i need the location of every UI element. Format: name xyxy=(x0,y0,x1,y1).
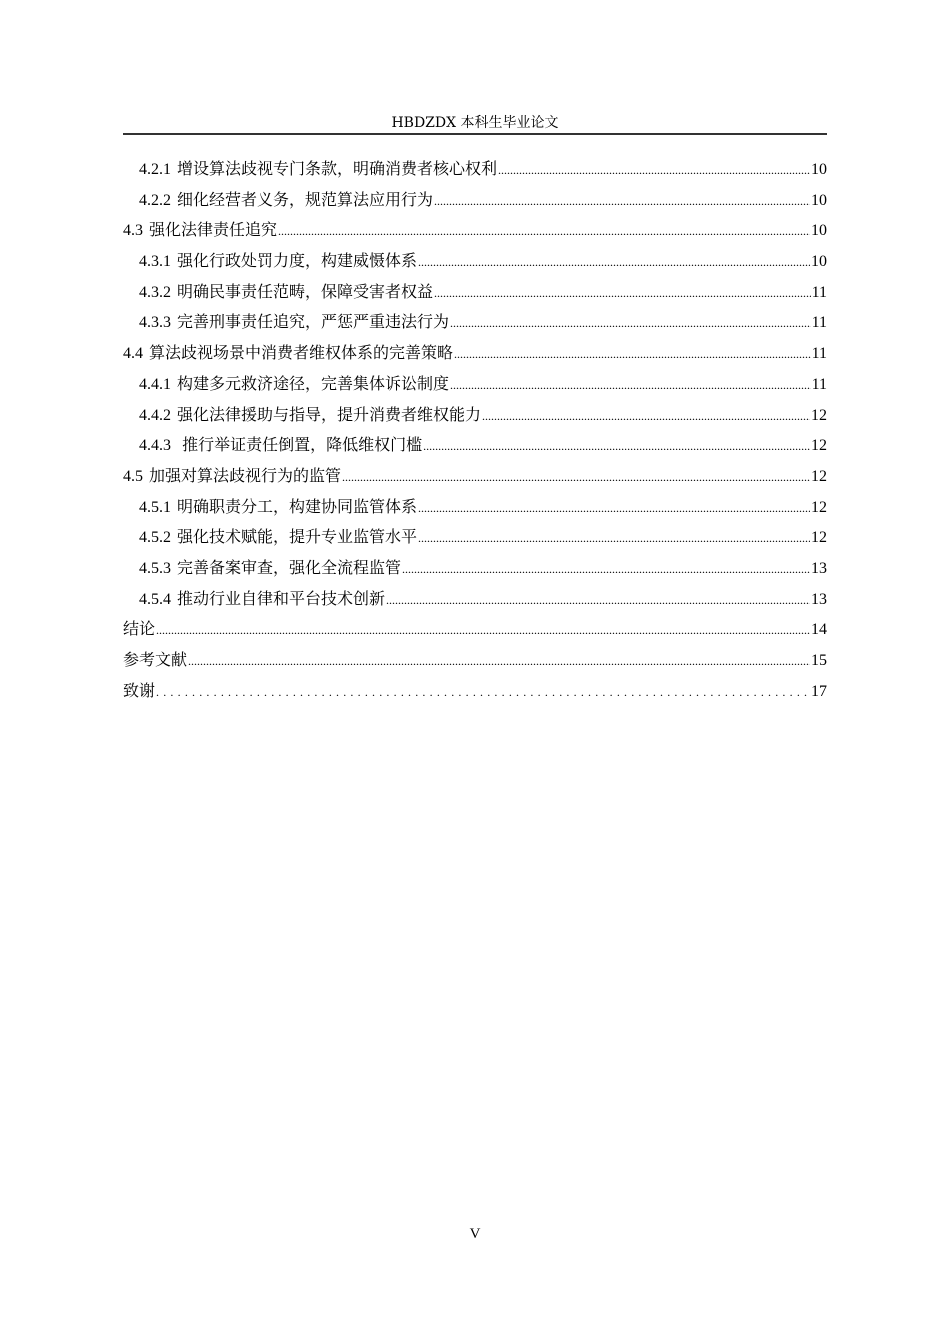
toc-entry-number: 4.3.1 xyxy=(139,253,171,271)
toc-entry-title: 结论 xyxy=(123,619,156,639)
toc-entry-title: 推行举证责任倒置，降低维权门槛 xyxy=(177,435,423,455)
toc-entry-label xyxy=(123,215,277,246)
toc-entry-number: 4.3.3 xyxy=(139,314,171,332)
toc-entry-page: 10 xyxy=(811,161,827,178)
toc-entry-page: 10 xyxy=(811,222,827,240)
toc-entry-title: 明确职责分工，构建协同监管体系 xyxy=(177,496,418,516)
toc-leader-dots xyxy=(402,554,810,584)
toc-leader-dots xyxy=(423,431,810,461)
toc-entry-title: 推动行业自律和平台技术创新 xyxy=(177,588,386,608)
toc-entry-label xyxy=(139,185,433,216)
toc-entry-page: 15 xyxy=(811,652,827,669)
toc-entry-number: 4.4.2 xyxy=(139,406,171,424)
toc-entry-label xyxy=(139,154,497,185)
toc-entry[interactable] xyxy=(123,676,827,707)
toc-entry-label xyxy=(139,307,449,338)
toc-entry[interactable] xyxy=(123,461,827,492)
toc-entry-label xyxy=(139,584,385,615)
toc-entry[interactable] xyxy=(123,584,827,615)
toc-entry-page: 11 xyxy=(811,314,827,332)
toc-entry-number: 4.5.1 xyxy=(139,498,171,516)
toc-entry-page: 12 xyxy=(811,467,827,485)
toc-leader-dots xyxy=(498,155,810,185)
toc-entry[interactable] xyxy=(123,492,827,523)
toc-leader-dots xyxy=(418,493,810,523)
toc-leader-dots xyxy=(434,186,810,216)
toc-leader-dots xyxy=(418,247,810,277)
toc-leader-dots xyxy=(454,339,811,369)
toc-entry-page: 11 xyxy=(811,283,827,301)
toc-leader-dots xyxy=(482,401,810,431)
toc-leader-dots xyxy=(278,216,810,246)
toc-entry-number: 4.5.4 xyxy=(139,590,171,608)
toc-entry-number: 4.5.2 xyxy=(139,529,171,547)
toc-entry-page: 12 xyxy=(811,437,827,455)
toc-entry-title: 加强对算法歧视行为的监管 xyxy=(149,465,342,485)
toc-entry-title: 构建多元救济途径，完善集体诉讼制度 xyxy=(177,373,450,393)
toc-entry-number: 4.4 xyxy=(123,345,143,363)
toc-entry[interactable] xyxy=(123,522,827,553)
toc-entry-label xyxy=(123,645,187,675)
page-number: V xyxy=(469,1226,481,1242)
toc-entry-page: 10 xyxy=(811,191,827,209)
toc-entry-title: 完善备案审查，强化全流程监管 xyxy=(177,557,402,577)
toc-entry-title: 算法歧视场景中消费者维权体系的完善策略 xyxy=(149,343,454,363)
toc-leader-dots xyxy=(156,677,810,707)
toc-leader-dots xyxy=(418,523,810,553)
toc-entry-page: 12 xyxy=(811,498,827,516)
toc-entry-title: 细化经营者义务，规范算法应用行为 xyxy=(177,189,434,209)
toc-entry-title: 致谢 xyxy=(123,680,156,700)
toc-entry-title: 增设算法歧视专门条款，明确消费者核心权利 xyxy=(177,159,498,178)
toc-entry[interactable] xyxy=(123,614,827,645)
running-header: HBDZDX 本科生毕业论文 xyxy=(391,115,559,131)
toc-entry[interactable] xyxy=(123,430,827,461)
toc-entry-title: 强化技术赋能，提升专业监管水平 xyxy=(177,527,418,547)
toc-entry-number: 4.2.2 xyxy=(139,191,171,209)
header-rule xyxy=(123,133,827,135)
toc-leader-dots xyxy=(188,646,810,676)
toc-entry-number: 4.3.2 xyxy=(139,283,171,301)
toc-entry-page: 11 xyxy=(811,345,827,363)
toc-entry-number: 4.5 xyxy=(123,467,143,485)
toc-entry-label xyxy=(139,492,417,523)
toc-entry[interactable] xyxy=(123,338,827,369)
toc-entry-page: 14 xyxy=(811,621,827,639)
toc-entry-label xyxy=(139,522,417,553)
toc-entry[interactable] xyxy=(123,307,827,338)
toc-entry-number: 4.2.1 xyxy=(139,161,171,178)
toc-entry-page: 17 xyxy=(811,682,827,700)
toc-entry-label xyxy=(139,369,449,400)
toc-entry-label xyxy=(123,614,155,644)
toc-leader-dots xyxy=(434,278,811,308)
toc-entry-page: 10 xyxy=(811,253,827,271)
toc-leader-dots xyxy=(450,308,811,338)
toc-entry-number: 4.4.1 xyxy=(139,375,171,393)
toc-entry[interactable] xyxy=(123,215,827,246)
toc-entry[interactable] xyxy=(123,277,827,308)
toc-entry-page: 13 xyxy=(811,559,827,577)
toc-entry-title: 强化法律援助与指导，提升消费者维权能力 xyxy=(177,404,482,424)
toc-entry-title: 参考文献 xyxy=(123,650,188,669)
table-of-contents xyxy=(123,154,827,706)
toc-entry-title: 完善刑事责任追究，严惩严重违法行为 xyxy=(177,312,450,332)
toc-entry[interactable] xyxy=(123,553,827,584)
toc-entry-label xyxy=(139,430,422,461)
toc-entry-label xyxy=(139,246,417,277)
toc-entry[interactable] xyxy=(123,645,827,676)
toc-entry-page: 12 xyxy=(811,529,827,547)
toc-entry-label xyxy=(139,277,433,308)
toc-leader-dots xyxy=(156,615,810,645)
toc-entry-label xyxy=(123,338,453,369)
toc-entry-title: 强化行政处罚力度，构建威慑体系 xyxy=(177,251,418,271)
toc-entry-label xyxy=(123,461,341,492)
toc-entry[interactable] xyxy=(123,400,827,431)
toc-entry[interactable] xyxy=(123,369,827,400)
toc-entry[interactable] xyxy=(123,246,827,277)
toc-entry-label xyxy=(139,400,481,431)
toc-entry-title: 明确民事责任范畴，保障受害者权益 xyxy=(177,281,434,301)
toc-leader-dots xyxy=(386,585,810,615)
toc-entry-label xyxy=(139,553,401,584)
toc-entry-title: 强化法律责任追究 xyxy=(149,220,278,240)
toc-leader-dots xyxy=(342,462,810,492)
toc-leader-dots xyxy=(450,370,811,400)
toc-entry-number: 4.3 xyxy=(123,222,143,240)
toc-entry[interactable] xyxy=(123,154,827,185)
toc-entry-label xyxy=(123,676,155,706)
toc-entry-page: 11 xyxy=(811,375,827,393)
toc-entry-number: 4.5.3 xyxy=(139,559,171,577)
toc-entry-number: 4.4.3 xyxy=(139,437,171,455)
toc-entry[interactable] xyxy=(123,185,827,216)
toc-entry-page: 12 xyxy=(811,406,827,424)
toc-entry-page: 13 xyxy=(811,590,827,608)
